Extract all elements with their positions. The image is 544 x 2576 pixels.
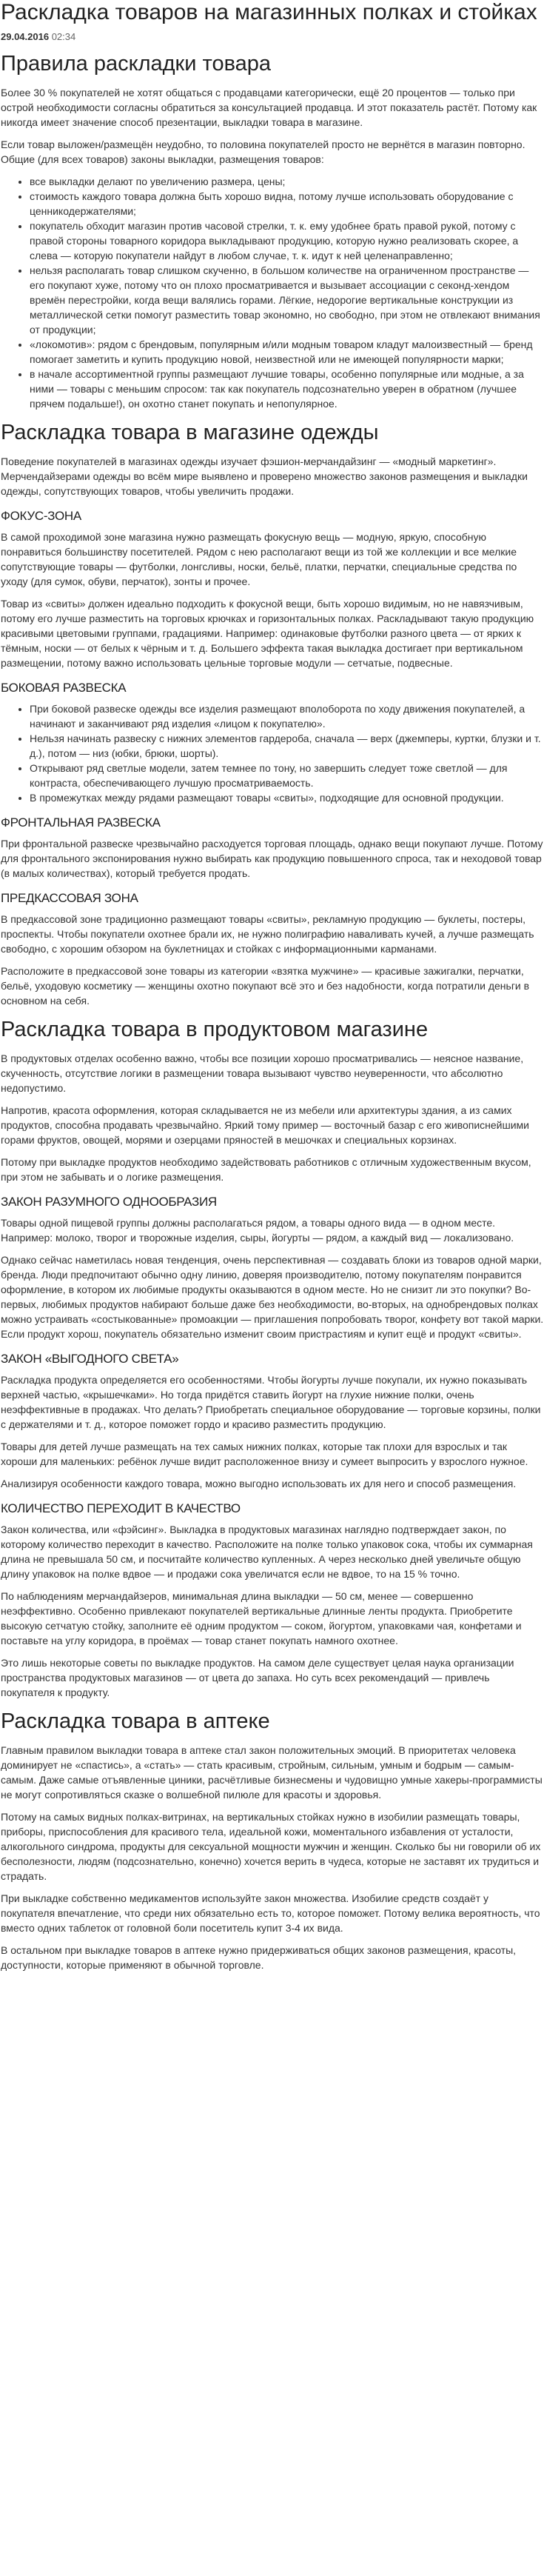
paragraph: Раскладка продукта определяется его особенностями. Чтобы йогурты лучше покупали, их нужно показывать верхней частью, «крышечками». Но тогда придётся ставить йогурт на глухие нижние полки, очень неэффективные в продажах. Что делать? Приобретать специальное оборудование — торговые корзины, полки с держателями и т. д., которое поможет гордо и красиво разместить продукцию. [1, 1374, 541, 1430]
paragraph: Анализируя особенности каждого товара, можно выгодно использовать их для него и способ размещения. [1, 1478, 517, 1489]
subsection-heading: ЗАКОН «ВЫГОДНОГО СВЕТА» [1, 1352, 179, 1366]
list-item: • в начале ассортиментной группы размещают лучшие товары, особенно популярные или модные, а за ними — товары с меньшим спросом: так как покупатель подсознательно уверен в обратном (лучшее прячем подальше!), он охотно станет покупать и непопулярное. [30, 367, 544, 411]
subsection-heading: ФРОНТАЛЬНАЯ РАЗВЕСКА [1, 815, 161, 830]
list-item: • Открывают ряд светлые модели, затем темнее по тону, но завершить следует тоже светлой — для контраста, обеспечивающего лучшую просматриваемость. [30, 761, 544, 790]
paragraph: В самой проходимой зоне магазина нужно размещать фокусную вещь — модную, яркую, способную понравиться большинству посетителей. Рядом с нею располагают вещи из той же коллекции и все мелкие сопутствующие товары — футболки, лонгсливы, носки, бельё, платки, перчатки, специальные средства по уходу (для сумок, обуви, перчаток), зонты и прочее. [1, 531, 517, 587]
paragraph: Потому при выкладке продуктов необходимо задействовать работников с отличным художественным вкусом, при этом не забывать и о логике размещения. [1, 1156, 531, 1183]
subsection-heading: ПРЕДКАССОВАЯ ЗОНА [1, 891, 138, 905]
paragraph: Расположите в предкассовой зоне товары из категории «взятка мужчине» — красивые зажигалки, перчатки, бельё, уходовую косметику — женщины охотно покупают всё это и без надобности, когда потратили деньги в основном на себя. [1, 965, 530, 1007]
paragraph: При выкладке собственно медикаментов используйте закон множества. Изобилие средств создаёт у покупателя впечатление, что среди них обязательно есть то, которое поможет. Потому велика вероятность, что вместо одних таблеток от головной боли посетитель купит 3-4 их вида. [1, 1892, 540, 1934]
list-item: • нельзя располагать товар слишком скученно, в большом количестве на ограниченном пространстве — его покупают хуже, потому что он плохо просматривается и вызывает ассоциации с секонд-хендом времён перестройки, когда вещи валялись горами. Лёгкие, недорогие вертикальные конструкции из металлической сетки помогут разместить товар экономно, но свободно, при этом не отвлекают внимания от продукции; [30, 263, 544, 337]
subsection-heading: ЗАКОН РАЗУМНОГО ОДНООБРАЗИЯ [1, 1195, 217, 1209]
section-heading: Раскладка товара в магазине одежды [1, 421, 379, 444]
paragraph: Поведение покупателей в магазинах одежды изучает фэшион-мерчандайзинг — «модный маркетинг». Мерчендайзерами одежды во всём мире выявлено и проверено множество законов размещения и выкладки одежды, сопутствующих товаров, чтобы увеличить продажи. [1, 456, 528, 497]
paragraph: В продуктовых отделах особенно важно, чтобы все позиции хорошо просматривались — неясное название, скученность, отсутствие логики в размещении товара вызывают чувство неуверенности, что абсолютно недопустимо. [1, 1052, 524, 1094]
list-item: • В промежутках между рядами размещают товары «свиты», подходящие для основной продукции. [30, 790, 544, 805]
paragraph: Товар из «свиты» должен идеально подходить к фокусной вещи, быть хорошо видимым, но не навязчивым, потому его лучше разместить на торговых крючках и горизонтальных полках. Раскладывают такую продукцию красивыми цветовыми группами, градациями. Например: одинаковые футболки разного цвета — от ярких к тёмным, носки — от белых к чёрным и т. д. Большего эффекта такая выкладка достигает при вертикальном размещении, потому важно использовать цельные торговые модули — сетчатые, подвесные. [1, 598, 534, 669]
list-item: • покупатель обходит магазин против часовой стрелки, т. к. ему удобнее брать правой рукой, потому с правой стороны товарного коридора выкладывают продукцию, которую нужно реализовать скорее, а слева — которую покупатели найдут в любом случае, т. к. идут к ней целенаправленно; [30, 218, 544, 263]
paragraph: Главным правилом выкладки товара в аптеке стал закон положительных эмоций. В приоритетах человека доминирует не «спастись», а «стать» — стать красивым, стройным, сильным, умным и бодрым — самым-самым. Даже самые отъявленные циники, расчётливые бизнесмены и чудовищно умные хакеры-программисты не могут сопротивляться сказке о волшебной пилюле для красоты и здоровья. [1, 1744, 543, 1801]
list-item: • При боковой развеске одежды все изделия размещают вполоборота по ходу движения покупателей, а начинают и заканчивают ряд изделия «лицом к покупателю». [30, 701, 544, 731]
paragraph: Товары одной пищевой группы должны располагаться рядом, а товары одного вида — в одном месте. Например: молоко, творог и творожные изделия, сыры, йогурты — рядом, а каждый вид — локализовано. [1, 1217, 514, 1244]
paragraph: Потому на самых видных полках-витринах, на вертикальных стойках нужно в изобилии размещать товары, приборы, приспособления для красивого тела, идеальной кожи, моментального избавления от усталости, алкогольного синдрома, продукты для сексуальной мощности мужчин и женщин. Сколько бы ни говорили об их бесполезности, людям (подсознательно, конечно) хочется верить в чудеса, которые не заставят их трудиться и страдать. [1, 1811, 541, 1882]
subsection-heading: КОЛИЧЕСТВО ПЕРЕХОДИТ В КАЧЕСТВО [1, 1501, 241, 1515]
list-item: • Нельзя начинать развеску с нижних элементов гардероба, сначала — верх (джемперы, куртки, блузки и т. д.), потом — низ (юбки, брюки, шорты). [30, 731, 544, 761]
section-heading: Раскладка товара в аптеке [1, 1709, 270, 1733]
paragraph: Однако сейчас наметилась новая тенденция, очень перспективная — создавать блоки из товаров одной марки, бренда. Люди предпочитают обычно одну линию, доверяя производителю, потому покупателям понравится оформление, в котором их любимые продукты оказываются в одном месте. Но не снизит ли это покупки? Во-первых, любимых продуктов набирают больше даже без необходимости, во-вторых, на однобрендовых полках можно устраивать «состыкованные» промоакции — приглашения попробовать творог, конфету вот такой марки. Если продукт хорош, покупатель обязательно изменит своим пристрастиям и купит ещё и продукт «свиты». [1, 1254, 544, 1340]
list-item: • все выкладки делают по увеличению размера, цены; [30, 174, 544, 189]
paragraph: Товары для детей лучше размещать на тех самых нижних полках, которые так плохи для взрослых и так хороши для маленьких: ребёнок лучше видит расположенное внизу и сумеет выпросить у взрослого нужное. [1, 1441, 528, 1467]
section-heading: Правила раскладки товара [1, 52, 272, 76]
paragraph: Напротив, красота оформления, которая складывается не из мебели или архитектуры здания, а из самих продуктов, способна продавать чрезвычайно. Яркий тому пример — восточный базар с его живописнейшими горами фруктов, овощей, морями и озерцами пряностей в мешочках и специальных корзинах. [1, 1104, 529, 1146]
publish-date [1, 31, 543, 42]
subsection-heading: ФОКУС-ЗОНА [1, 509, 81, 523]
paragraph: По наблюдениям мерчандайзеров, минимальная длина выкладки — 50 см, менее — совершенно неэффективно. Особенно привлекают покупателей вертикальные длинные ленты продукта. Приобретите высокую сетчатую стойку, заполните её одним продуктом — соком, йогуртом, упаковками чая, конфетами и поставьте на углу коридора, в проёмах — товар станет покупать намного охотнее. [1, 1590, 522, 1646]
rules-list [0, 174, 544, 411]
list-item: • стоимость каждого товара должна быть хорошо видна, потому лучше использовать оборудование с ценникодержателями; [30, 189, 544, 218]
article-title: Раскладка товаров на магазинных полках и стойках [1, 0, 537, 24]
section-heading: Раскладка товара в продуктовом магазине [1, 1018, 429, 1041]
side-hanging-list [0, 701, 544, 805]
list-item: • «локомотив»: рядом с брендовым, популярным и/или модным товаром кладут малоизвестный — бренд помогает заметить и купить продукцию новой, неизвестной или не имеющей популярности марки; [30, 337, 544, 367]
paragraph: Закон количества, или «фэйсинг». Выкладка в продуктовых магазинах наглядно подтверждает закон, по которому количество переходит в качество. Расположите на полке только упаковок сока, чтобы их суммарная длина не превышала 50 см, и посчитайте количество купленных. А через несколько дней увеличьте общую длину упаковок на полке вдвое — и продажи сока увеличатся если не вдвое, то на 15 % точно. [1, 1524, 533, 1580]
paragraph: Более 30 % покупателей не хотят общаться с продавцами категорически, ещё 20 процентов — только при острой необходимости согласны обратиться за консультацией продавца. И этот показатель растёт. Потому как никогда имеет значение способ презентации, выкладки товара в магазине. [1, 87, 537, 128]
paragraph: Это лишь некоторые советы по выкладке продуктов. На самом деле существует целая наука организации пространства продуктовых магазинов — от цвета до запаха. Но суть всех рекомендаций — привлечь покупателя к продукту. [1, 1657, 514, 1698]
paragraph: В остальном при выкладке товаров в аптеке нужно придерживаться общих законов размещения, красоты, доступности, которые применяют в обычной торговле. [1, 1944, 517, 1971]
subsection-heading: БОКОВАЯ РАЗВЕСКА [1, 681, 127, 695]
time-value: 02:34 [51, 31, 76, 42]
paragraph: Если товар выложен/размещён неудобно, то половина покупателей просто не вернётся в магазин повторно. Общие (для всех товаров) законы выкладки, размещения товаров: [1, 139, 525, 165]
date-value: 29.04.2016 [1, 31, 50, 42]
paragraph: В предкассовой зоне традиционно размещают товары «свиты», рекламную продукцию — буклеты, постеры, проспекты. Чтобы покупатели охотнее брали их, не нужно полиграфию наваливать кучей, а лучше размещать свободно, с хорошим обзором на буклетницах и стойках с информационными карманами. [1, 913, 534, 955]
paragraph: При фронтальной развеске чрезвычайно расходуется торговая площадь, однако вещи покупают лучше. Потому для фронтального экспонирования нужно выбирать как продукцию повышенного спроса, так и неходовой товар (в малых количествах), который требуется продать. [1, 838, 543, 879]
